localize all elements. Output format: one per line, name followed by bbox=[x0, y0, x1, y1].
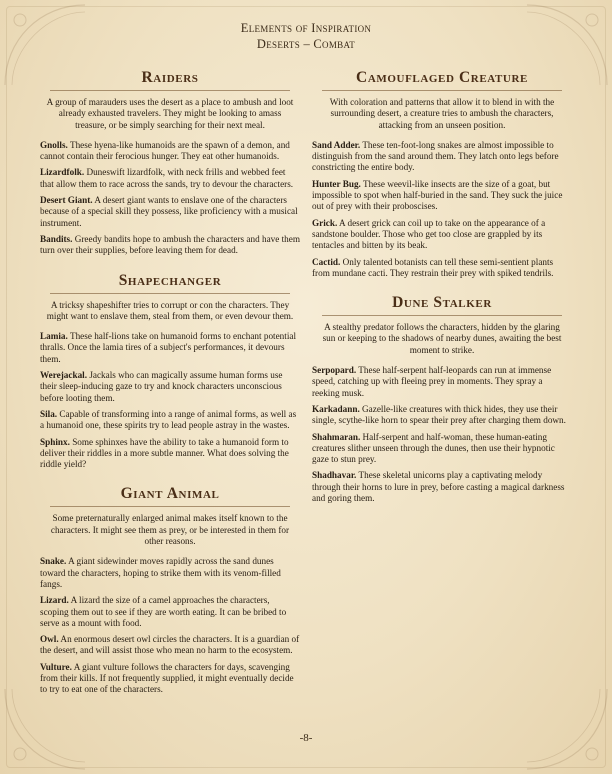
entry bbox=[40, 195, 300, 229]
entry-text: These hyena-like humanoids are the spawn of a demon, and cannot contain their ferocious hunger. They eat other humanoids. bbox=[40, 139, 290, 162]
entry bbox=[312, 404, 572, 427]
entry-name: Sila. bbox=[40, 408, 58, 419]
section-title: Camouflaged Creature bbox=[356, 69, 528, 86]
section-camouflaged-creature bbox=[312, 68, 572, 279]
section-intro: A group of marauders uses the desert as a place to ambush and loot already exhausted travelers. They might be looking to amass treasure, or be simply searching for their next meal. bbox=[46, 97, 294, 130]
entry bbox=[40, 662, 300, 696]
entry-text: These ten-foot-long snakes are almost impossible to distinguish from the sand around them. They latch onto legs before constricting the entire body. bbox=[312, 139, 559, 173]
entry bbox=[40, 634, 300, 657]
entry bbox=[312, 470, 572, 504]
left-column bbox=[40, 68, 300, 701]
entry-text: Some sphinxes have the ability to take a humanoid form to deliver their riddles in a more subtle manner. What does solving the riddle yield? bbox=[40, 436, 289, 470]
entry bbox=[312, 257, 572, 280]
entry-name: Lizard. bbox=[40, 595, 69, 606]
section-dune-stalker bbox=[312, 293, 572, 504]
section-intro: With coloration and patterns that allow it to blend in with the surrounding desert, a creature tries to ambush the characters, attacking from an unseen position. bbox=[329, 97, 555, 130]
entry bbox=[40, 234, 300, 257]
section-title: Shapechanger bbox=[118, 271, 222, 289]
header-title: Elements of Inspiration bbox=[240, 21, 372, 35]
entry-text: These weevil-like insects are the size of a goat, but impossible to spot when half-buried in the sand. They suck the juice out of prey with their proboscises. bbox=[312, 178, 563, 212]
entry-text: An enormous desert owl circles the characters. It is a guardian of the desert, and will assist those who mean no harm to the ecosystem. bbox=[40, 634, 300, 656]
divider bbox=[50, 506, 290, 507]
entry-text: Only talented botanists can tell these semi-sentient plants from mundane cacti. They restrain their prey with spiked tendrils. bbox=[312, 256, 554, 278]
entry-text: Gazelle-like creatures with thick hides, they use their single, scythe-like horn to spear their prey after charging them down. bbox=[312, 403, 566, 426]
section-shapechanger bbox=[40, 271, 300, 471]
divider bbox=[322, 315, 562, 316]
entry-name: Desert Giant. bbox=[40, 195, 93, 206]
entry-text: Jackals who can magically assume human forms use their sleep-inducing gaze to try and knock characters unconscious before looting them. bbox=[40, 370, 283, 403]
section-giant-animal bbox=[40, 484, 300, 695]
entry bbox=[40, 167, 300, 190]
divider bbox=[50, 90, 290, 91]
entry-text: Greedy bandits hope to ambush the characters and have them turn over their supplies, before leaving them for dead. bbox=[40, 233, 301, 256]
entry-name: Hunter Bug. bbox=[312, 178, 361, 189]
section-intro: A tricksy shapeshifter tries to corrupt or con the characters. They might want to enslave them, steal from them, or even devour them. bbox=[46, 299, 294, 321]
entry-name: Sphinx. bbox=[40, 436, 70, 447]
entry-text: These half-serpent half-leopards can run at immense speed, catching up with fleeing prey in moments. They spray a reeking musk. bbox=[312, 365, 552, 398]
entry-name: Cactid. bbox=[312, 256, 341, 267]
entry-name: Karkadann. bbox=[312, 403, 360, 414]
page-header bbox=[0, 20, 612, 52]
entry-text: A giant sidewinder moves rapidly across the sand dunes toward the characters, hoping to strike them with its venom-filled fangs. bbox=[40, 556, 281, 589]
section-title: Giant Animal bbox=[120, 485, 220, 503]
entry-text: These skeletal unicorns play a captivating melody through their horns to lure in prey, before casting a magical darkness and goring them. bbox=[312, 470, 565, 504]
entry bbox=[40, 556, 300, 590]
entry-name: Serpopard. bbox=[312, 365, 357, 376]
entry bbox=[40, 331, 300, 365]
entry bbox=[312, 365, 572, 399]
entry bbox=[40, 140, 300, 163]
section-intro: A stealthy predator follows the characters, hidden by the glaring sun or keeping to the shadows of nearby dunes, awaiting the best moment to strike. bbox=[322, 322, 562, 355]
entry bbox=[40, 370, 300, 404]
entry bbox=[40, 595, 300, 629]
entry-name: Shahmaran. bbox=[312, 431, 361, 442]
entry bbox=[312, 140, 572, 174]
entry-name: Snake. bbox=[40, 556, 67, 567]
entry-name: Werejackal. bbox=[40, 370, 88, 381]
entry bbox=[312, 432, 572, 466]
entry-name: Sand Adder. bbox=[312, 139, 361, 150]
entry bbox=[40, 409, 300, 432]
right-column bbox=[312, 68, 572, 509]
entry-text: Capable of transforming into a range of animal forms, as well as a humanoid one, these spirits try to lead people astray in the wastes. bbox=[40, 408, 297, 431]
page-number: -8- bbox=[299, 732, 313, 744]
entry-text: Half-serpent and half-woman, these human-eating creatures slither unseen through the dunes, then use their hypnotic gaze to stun prey. bbox=[312, 431, 555, 465]
corner-ornament-icon bbox=[522, 684, 612, 774]
entry bbox=[312, 218, 572, 252]
entry-text: These half-lions take on humanoid forms to enchant potential thralls. Once the lamia tires of a subject's performances, it devours them. bbox=[40, 331, 297, 364]
entry-name: Lizardfolk. bbox=[40, 167, 85, 178]
entry-text: A desert giant wants to enslave one of the characters because of a special skill they possess, like proficiency with a musical instrument. bbox=[40, 195, 298, 228]
entry-text: A giant vulture follows the characters for days, scavenging from their kills. If not frequently supplied, it might eventually decide to try to eat one of the characters. bbox=[40, 661, 294, 695]
section-title: Raiders bbox=[141, 69, 199, 86]
entry-name: Shadhavar. bbox=[312, 470, 357, 481]
entry-text: Duneswift lizardfolk, with neck frills and webbed feet that allow them to race across the sands, try to devour the characters. bbox=[40, 167, 294, 189]
header-subtitle: Deserts – Combat bbox=[256, 37, 356, 51]
entry bbox=[312, 179, 572, 213]
divider bbox=[322, 90, 562, 91]
divider bbox=[50, 293, 290, 294]
entry-name: Vulture. bbox=[40, 661, 72, 672]
entry-name: Lamia. bbox=[40, 331, 68, 342]
entry-text: A lizard the size of a camel approaches the characters, scoping them out to see if they are worth eating. It can be bribed to serve as a mount with food. bbox=[40, 595, 287, 628]
section-raiders bbox=[40, 68, 300, 257]
section-intro: Some preternaturally enlarged animal makes itself known to the characters. It might see them as prey, or be interested in them for other reasons. bbox=[50, 513, 290, 547]
entry-name: Gnolls. bbox=[40, 139, 68, 150]
entry-name: Bandits. bbox=[40, 233, 73, 244]
entry-text: A desert grick can coil up to take on the appearance of a sandstone boulder. Those who get too close are grappled by its tentacles and bitten by its beak. bbox=[312, 217, 546, 251]
entry-name: Grick. bbox=[312, 217, 338, 228]
entry bbox=[40, 437, 300, 471]
entry-name: Owl. bbox=[40, 634, 59, 645]
section-title: Dune Stalker bbox=[392, 294, 492, 312]
